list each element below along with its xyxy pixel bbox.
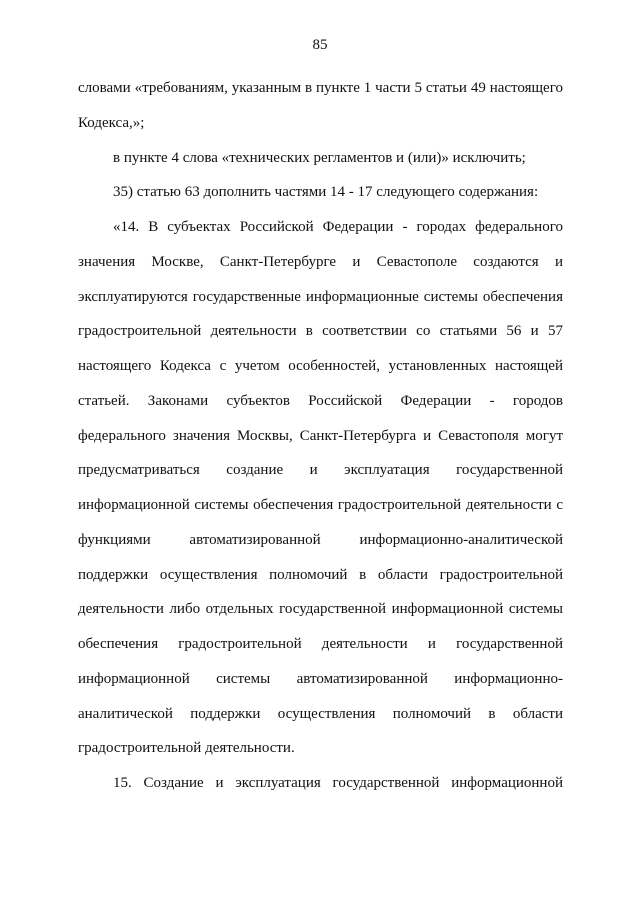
- text-line: «14. В субъектах Российской Федерации - городах федерального: [113, 219, 563, 235]
- text-line: градостроительной деятельности.: [78, 740, 295, 756]
- text-line: градостроительной деятельности в соответствии со статьями 56 и 57: [78, 323, 563, 339]
- page-number: 85: [312, 37, 328, 53]
- text-line: обеспечения градостроительной деятельности и государственной: [78, 636, 563, 652]
- text-line: в пункте 4 слова «технических регламентов и (или)» исключить;: [113, 150, 526, 166]
- text-line: информационной системы автоматизированной информационно-: [78, 671, 563, 687]
- text-line: статьей. Законами субъектов Российской Федерации - городов: [78, 393, 563, 409]
- text-line: Кодекса,»;: [78, 115, 145, 131]
- text-line: словами «требованиям, указанным в пункте 1 части 5 статьи 49 настоящего: [78, 80, 563, 96]
- text-line: эксплуатируются государственные информационные системы обеспечения: [78, 289, 563, 305]
- text-line: поддержки осуществления полномочий в области градостроительной: [78, 567, 563, 583]
- text-line: функциями автоматизированной информационно-аналитической: [78, 532, 563, 548]
- text-line: аналитической поддержки осуществления полномочий в области: [78, 706, 563, 722]
- text-line: настоящего Кодекса с учетом особенностей, установленных настоящей: [78, 358, 563, 374]
- text-line: значения Москве, Санкт-Петербурге и Севастополе создаются и: [78, 254, 563, 270]
- text-line: информационной системы обеспечения градостроительной деятельности с: [78, 497, 563, 513]
- text-line: федерального значения Москвы, Санкт-Петербурга и Севастополя могут: [78, 428, 563, 444]
- text-line: предусматриваться создание и эксплуатация государственной: [78, 462, 563, 478]
- text-line: 15. Создание и эксплуатация государственной информационной: [113, 775, 563, 791]
- text-line: деятельности либо отдельных государственной информационной системы: [78, 601, 563, 617]
- text-line: 35) статью 63 дополнить частями 14 - 17 следующего содержания:: [113, 184, 539, 200]
